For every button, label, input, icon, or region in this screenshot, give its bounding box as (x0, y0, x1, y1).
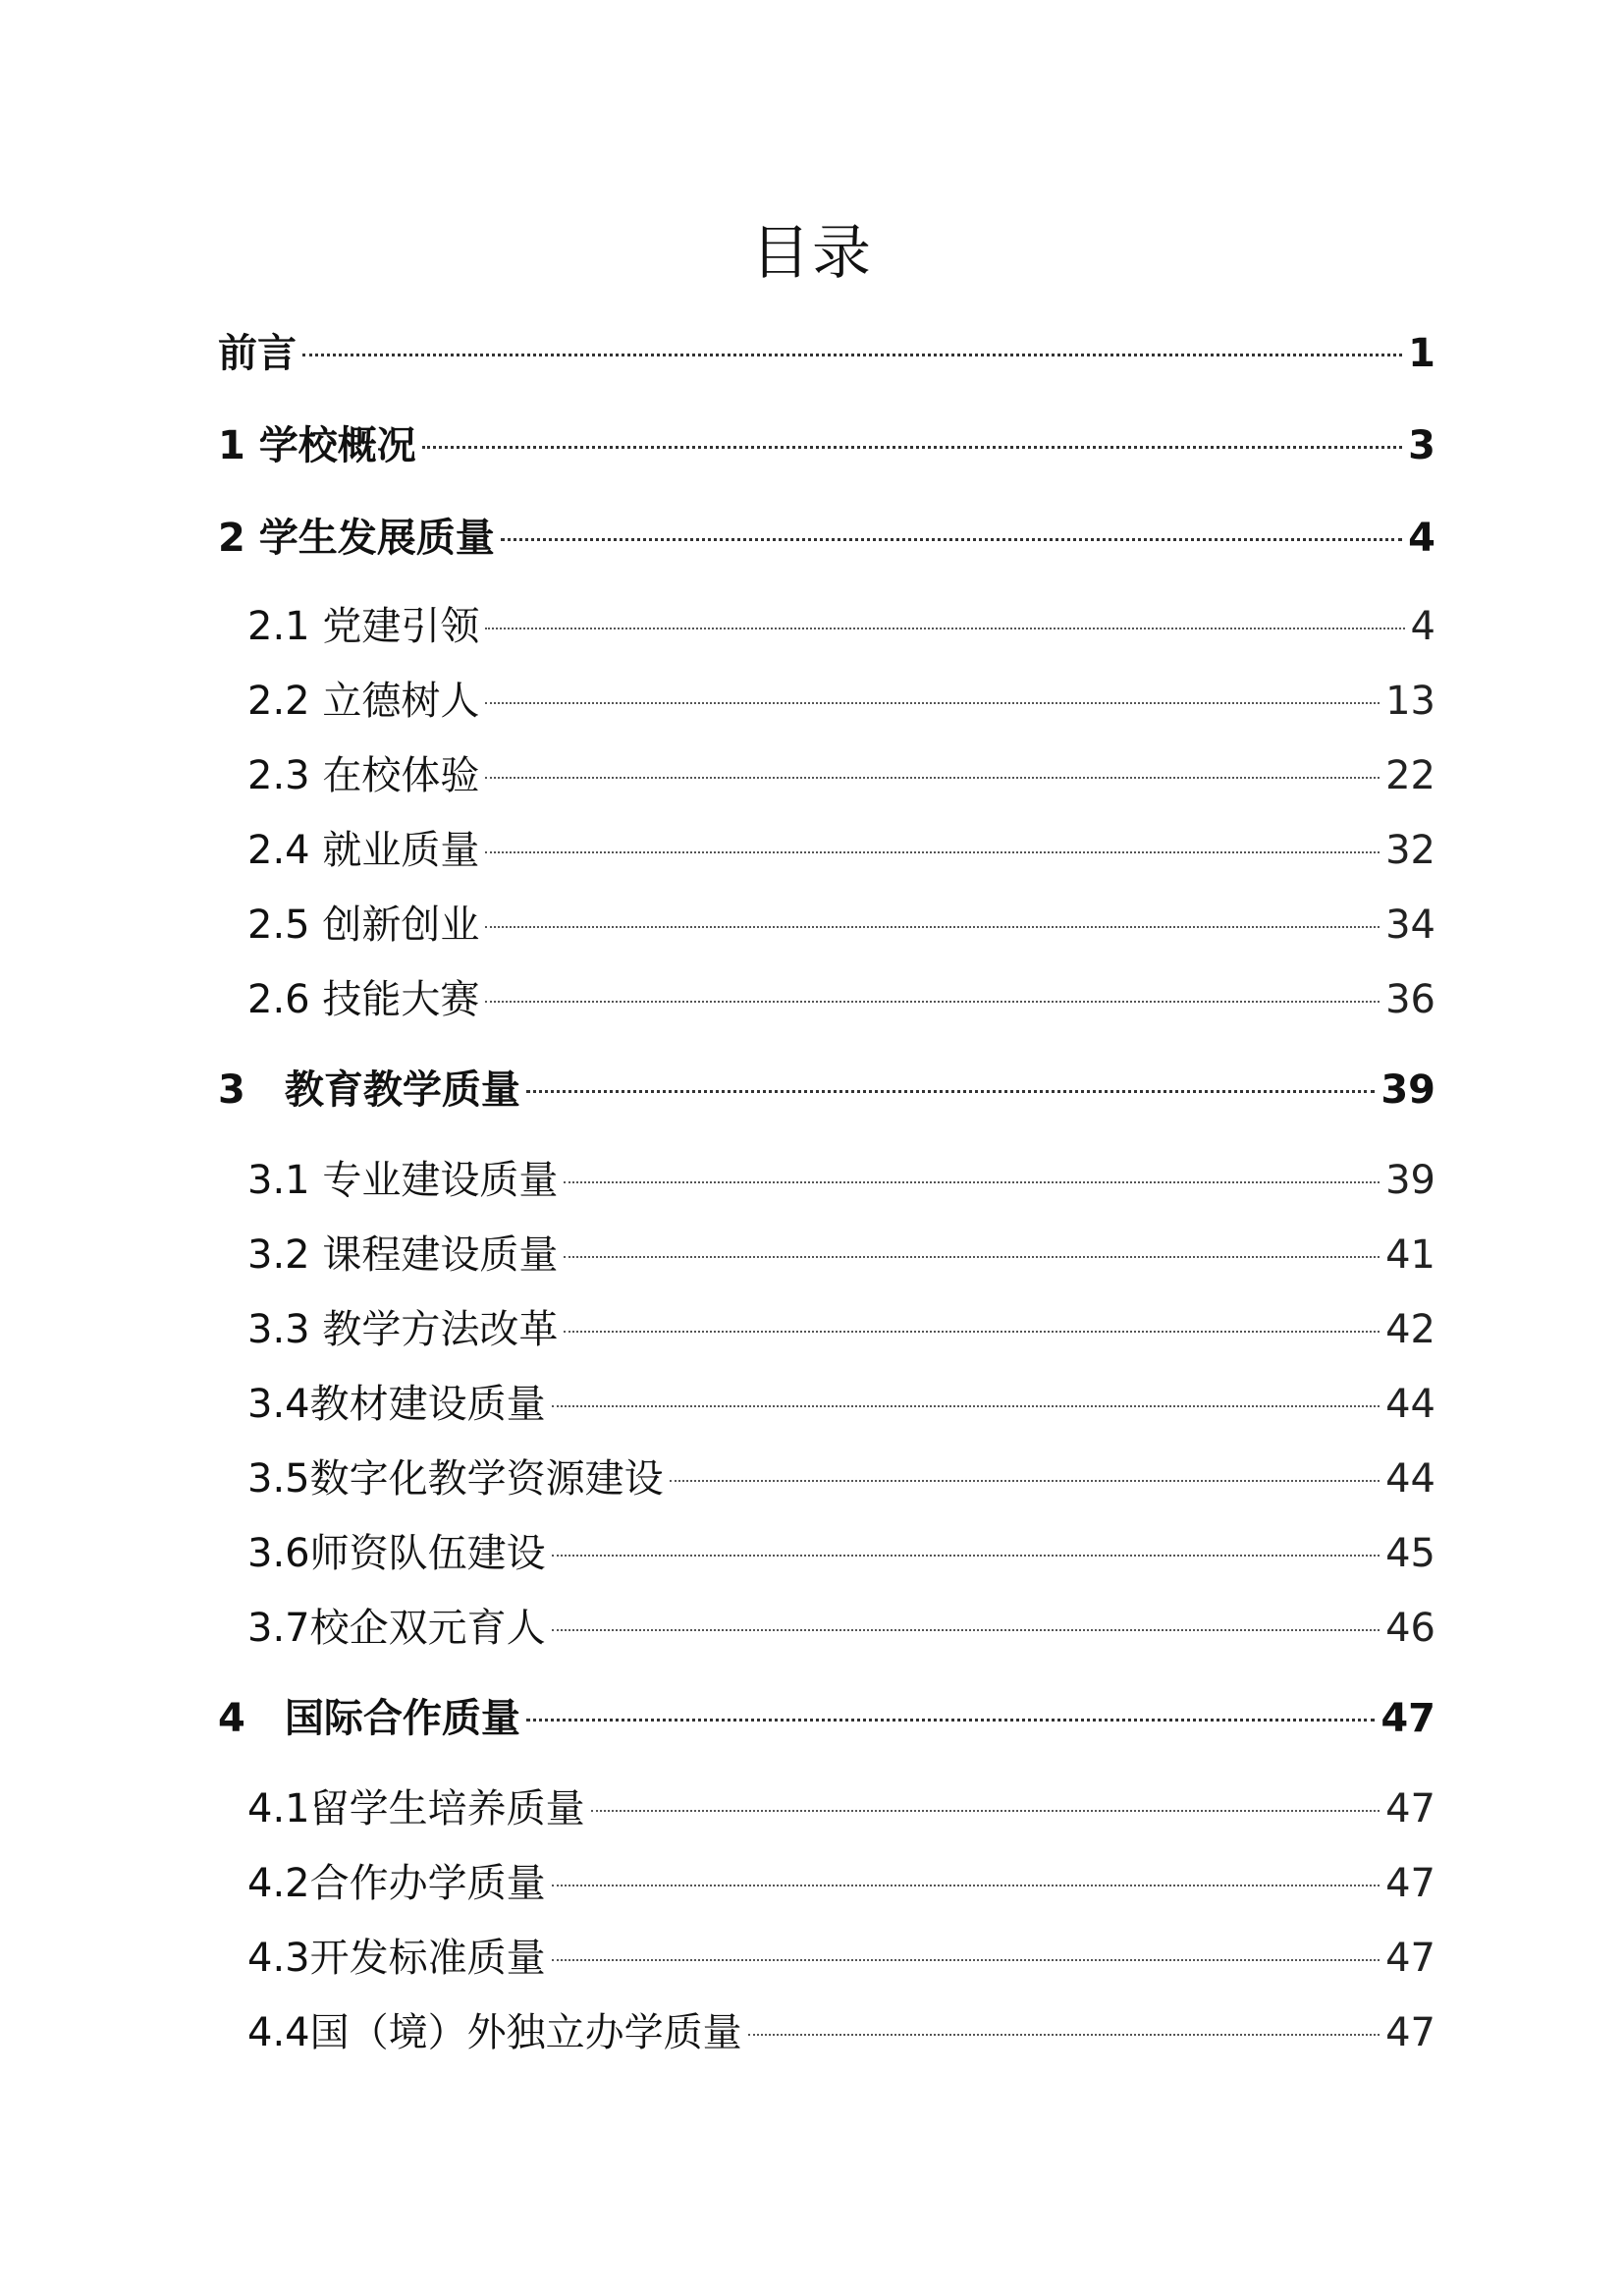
toc-entry-international-cooperation[interactable] (218, 1689, 1435, 1748)
toc-entry-page-number: 4 (1408, 516, 1435, 561)
toc-entry-4-1[interactable] (218, 1779, 1435, 1838)
toc-entry-page-number: 46 (1385, 1606, 1435, 1651)
toc-entry-label: 2.3 在校体验 (247, 753, 480, 798)
toc-entry-2-1[interactable] (218, 597, 1435, 656)
toc-entry-student-development[interactable] (218, 509, 1435, 568)
dot-leader (748, 2034, 1380, 2036)
dot-leader (526, 1719, 1375, 1722)
toc-entry-label: 3.7校企双元育人 (247, 1606, 546, 1651)
dot-leader (485, 851, 1380, 853)
toc-entry-page-number: 45 (1385, 1531, 1435, 1576)
dot-leader (302, 354, 1402, 356)
toc-entry-page-number: 1 (1408, 331, 1435, 376)
toc-entry-label: 3.1 专业建设质量 (247, 1158, 559, 1203)
dot-leader (564, 1331, 1380, 1333)
toc-entry-page-number: 3 (1408, 423, 1435, 468)
toc-entry-2-3[interactable] (218, 746, 1435, 805)
toc-entry-label: 2.4 就业质量 (247, 828, 480, 873)
toc-entry-label: 4.2合作办学质量 (247, 1861, 546, 1906)
dot-leader (564, 1256, 1380, 1258)
toc-entry-page-number: 32 (1385, 828, 1435, 873)
toc-entry-teaching-quality[interactable] (218, 1061, 1435, 1120)
toc-entry-label: 2.1 党建引领 (247, 604, 480, 649)
toc-entry-page-number: 47 (1380, 1696, 1435, 1741)
toc-entry-2-4[interactable] (218, 821, 1435, 880)
dot-leader (526, 1090, 1375, 1093)
toc-entry-page-number: 13 (1385, 679, 1435, 724)
toc-entry-label: 1 学校概况 (218, 423, 416, 468)
toc-entry-page-number: 42 (1385, 1307, 1435, 1352)
toc-entry-page-number: 47 (1385, 1786, 1435, 1831)
toc-entry-page-number: 41 (1385, 1232, 1435, 1278)
toc-entry-3-5[interactable] (218, 1449, 1435, 1508)
dot-leader (552, 1405, 1380, 1407)
toc-entry-4-2[interactable] (218, 1854, 1435, 1913)
toc-entry-label: 2.2 立德树人 (247, 679, 480, 724)
toc-entry-page-number: 47 (1385, 2010, 1435, 2055)
dot-leader (501, 538, 1402, 541)
dot-leader (564, 1181, 1380, 1183)
dot-leader (552, 1959, 1380, 1961)
toc-entry-label: 3.5数字化教学资源建设 (247, 1456, 664, 1502)
dot-leader (670, 1480, 1380, 1482)
toc-entry-label: 2 学生发展质量 (218, 516, 495, 561)
toc-entry-3-7[interactable] (218, 1599, 1435, 1658)
toc-entry-page-number: 39 (1385, 1158, 1435, 1203)
toc-entry-page-number: 44 (1385, 1382, 1435, 1427)
toc-entry-3-2[interactable] (218, 1226, 1435, 1285)
toc-entry-2-5[interactable] (218, 896, 1435, 955)
toc-entry-label: 2.6 技能大赛 (247, 977, 480, 1022)
toc-entry-page-number: 47 (1385, 1861, 1435, 1906)
toc-entry-page-number: 22 (1385, 753, 1435, 798)
dot-leader (591, 1810, 1380, 1812)
dot-leader (485, 702, 1380, 704)
dot-leader (552, 1555, 1380, 1557)
toc-entry-label: 4.1留学生培养质量 (247, 1786, 585, 1831)
toc-entry-page-number: 34 (1385, 902, 1435, 948)
toc-entry-preface[interactable] (218, 324, 1435, 383)
toc-entry-page-number: 36 (1385, 977, 1435, 1022)
dot-leader (422, 446, 1402, 449)
toc-entry-page-number: 47 (1385, 1936, 1435, 1981)
dot-leader (552, 1885, 1380, 1886)
toc-entry-page-number: 4 (1410, 604, 1435, 649)
toc-entry-4-4[interactable] (218, 2003, 1435, 2062)
toc-entry-3-6[interactable] (218, 1524, 1435, 1583)
toc-entry-label: 3.2 课程建设质量 (247, 1232, 559, 1278)
page-title: 目录 (751, 219, 873, 288)
toc-entry-label: 4.4国（境）外独立办学质量 (247, 2010, 742, 2055)
toc-entry-2-2[interactable] (218, 672, 1435, 731)
dot-leader (552, 1629, 1380, 1631)
toc-entry-page-number: 39 (1380, 1067, 1435, 1113)
toc-entry-school-overview[interactable] (218, 416, 1435, 475)
toc-entry-3-4[interactable] (218, 1375, 1435, 1434)
toc-entry-label: 3.4教材建设质量 (247, 1382, 546, 1427)
toc-entry-label: 4.3开发标准质量 (247, 1936, 546, 1981)
toc-entry-label: 3.3 教学方法改革 (247, 1307, 559, 1352)
toc-entry-label: 前言 (218, 331, 297, 376)
toc-entry-4-3[interactable] (218, 1929, 1435, 1988)
toc-entry-label: 4 国际合作质量 (218, 1696, 520, 1741)
toc-entry-page-number: 44 (1385, 1456, 1435, 1502)
toc-entry-3-1[interactable] (218, 1151, 1435, 1210)
dot-leader (485, 777, 1380, 779)
toc-entry-label: 3.6师资队伍建设 (247, 1531, 546, 1576)
toc-entry-label: 2.5 创新创业 (247, 902, 480, 948)
toc-entry-label: 3 教育教学质量 (218, 1067, 520, 1113)
dot-leader (485, 926, 1380, 928)
dot-leader (485, 628, 1404, 629)
dot-leader (485, 1001, 1380, 1003)
toc-entry-2-6[interactable] (218, 970, 1435, 1029)
toc-entry-3-3[interactable] (218, 1300, 1435, 1359)
